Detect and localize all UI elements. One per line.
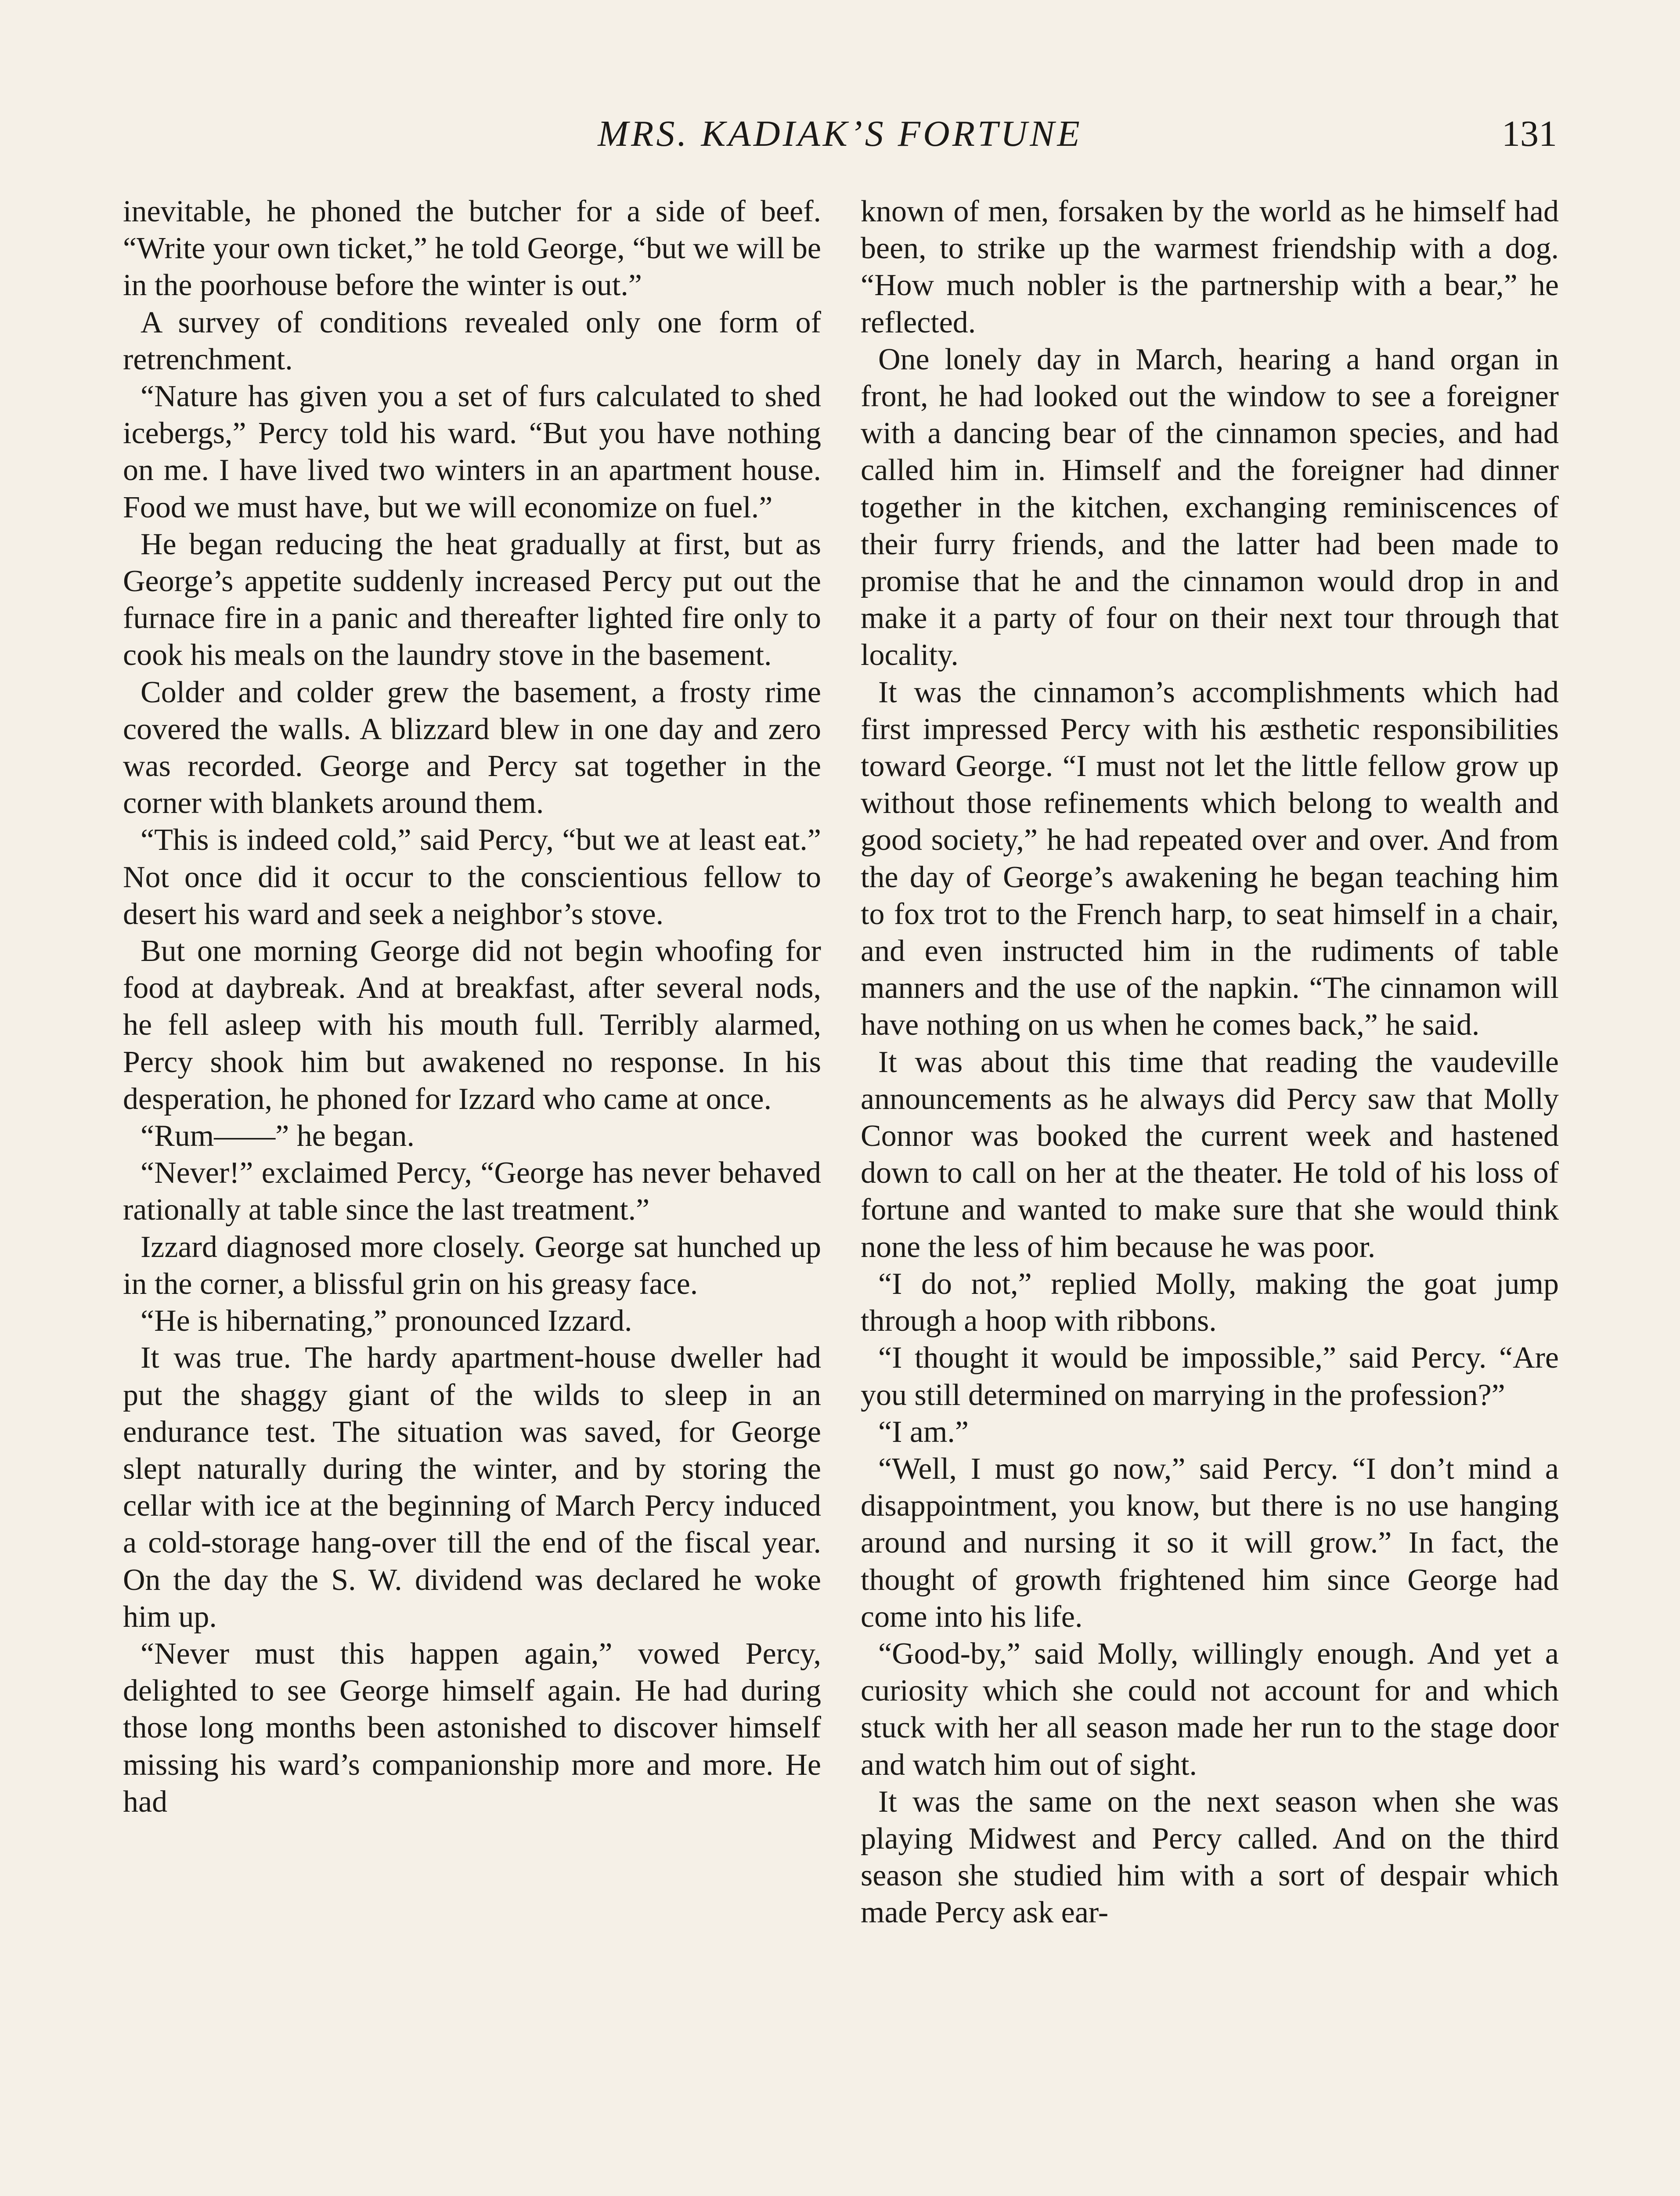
paragraph: “Nature has given you a set of furs calculated to shed icebergs,” Percy told his ward. “But you have nothing on me. I have lived two winters in an apartment house. Food we must have, but we will economize on fuel.” [123,379,821,524]
paragraph: “Never must this happen again,” vowed Percy, delighted to see George himself again. He had during those long months been astonished to discover himself missing his ward’s companionship more and more. He had [123,1636,821,1819]
paragraph: “I do not,” replied Molly, making the goat jump through a hoop with ribbons. [861,1267,1559,1338]
paragraph: inevitable, he phoned the butcher for a side of beef. “Write your own ticket,” he told George, “but we will be in the poorhouse before the winter is out.” [123,195,821,303]
paragraph: It was the cinnamon’s accomplishments which had first impressed Percy with his æsthetic responsibilities toward George. “I must not let the little fellow grow up without those refinements which belong to wealth and good society,” he had repeated over and over. And from the day of George’s awakening he began teaching him to fox trot to the French harp, to seat himself in a chair, and even instructed him in the rudiments of table manners and the use of the napkin. “The cinnamon will have nothing on us when he comes back,” he said. [861,675,1559,1042]
paragraph: “This is indeed cold,” said Percy, “but we at least eat.” Not once did it occur to the conscientious fellow to desert his ward and seek a neighbor’s stove. [123,823,821,931]
paragraph: Izzard diagnosed more closely. George sat hunched up in the corner, a blissful grin on his greasy face. [123,1230,821,1301]
left-column [123,193,821,1820]
paragraph: “Well, I must go now,” said Percy. “I don’t mind a disappointment, you know, but there is no use hanging around and nursing it so it will grow.” In fact, the thought of growth frightened him since George had come into his life. [861,1452,1559,1634]
paragraph: “I am.” [878,1415,969,1449]
paragraph: It was true. The hardy apartment-house dweller had put the shaggy giant of the wilds to sleep in an endurance test. The situation was saved, for George slept naturally during the winter, and by storing the cellar with ice at the beginning of March Percy induced a cold-storage hang-over till the end of the fiscal year. On the day the S. W. dividend was declared he woke him up. [123,1341,821,1634]
paragraph: It was about this time that reading the vaudeville announcements as he always did Percy saw that Molly Connor was booked the current week and hastened down to call on her at the theater. He told of his loss of fortune and wanted to make sure that she would think none the less of him because he was poor. [861,1045,1559,1264]
page-header [123,110,1557,158]
page-number: 131 [1502,113,1557,154]
paragraph: He began reducing the heat gradually at first, but as George’s appetite suddenly increased Percy put out the furnace fire in a panic and thereafter lighted fire only to cook his meals on the laundry stove in the basement. [123,527,821,672]
paragraph: “Good-by,” said Molly, willingly enough. And yet a curiosity which she could not account for and which stuck with her all season made her run to the stage door and watch him out of sight. [861,1636,1559,1782]
running-title: MRS. KADIAK’S FORTUNE [598,113,1082,154]
paragraph: “He is hibernating,” pronounced Izzard. [141,1304,632,1338]
right-column [861,193,1559,1932]
paragraph: Colder and colder grew the basement, a frosty rime covered the walls. A blizzard blew in one day and zero was recorded. George and Percy sat together in the corner with blankets around them. [123,675,821,820]
paragraph: One lonely day in March, hearing a hand organ in front, he had looked out the window to see a foreigner with a dancing bear of the cinnamon species, and had called him in. Himself and the foreigner had dinner together in the kitchen, exchanging reminiscences of their furry friends, and the latter had been made to promise that he and the cinnamon would drop in and make it a party of four on their next tour through that locality. [861,342,1559,672]
paragraph: “Rum——” he began. [141,1119,415,1153]
paragraph: A survey of conditions revealed only one form of retrenchment. [123,305,821,376]
paragraph: But one morning George did not begin whoofing for food at daybreak. And at breakfast, after several nods, he fell asleep with his mouth full. Terribly alarmed, Percy shook him but awakened no response. In his desperation, he phoned for Izzard who came at once. [123,934,821,1116]
paragraph: “Never!” exclaimed Percy, “George has never behaved rationally at table since the last treatment.” [123,1156,821,1227]
paragraph: known of men, forsaken by the world as he himself had been, to strike up the warmest friendship with a dog. “How much nobler is the partnership with a bear,” he reflected. [861,195,1559,340]
paragraph: “I thought it would be impossible,” said Percy. “Are you still determined on marrying in the profession?” [861,1341,1559,1412]
paragraph: It was the same on the next season when she was playing Midwest and Percy called. And on the third season she studied him with a sort of despair which made Percy ask ear- [861,1784,1559,1930]
